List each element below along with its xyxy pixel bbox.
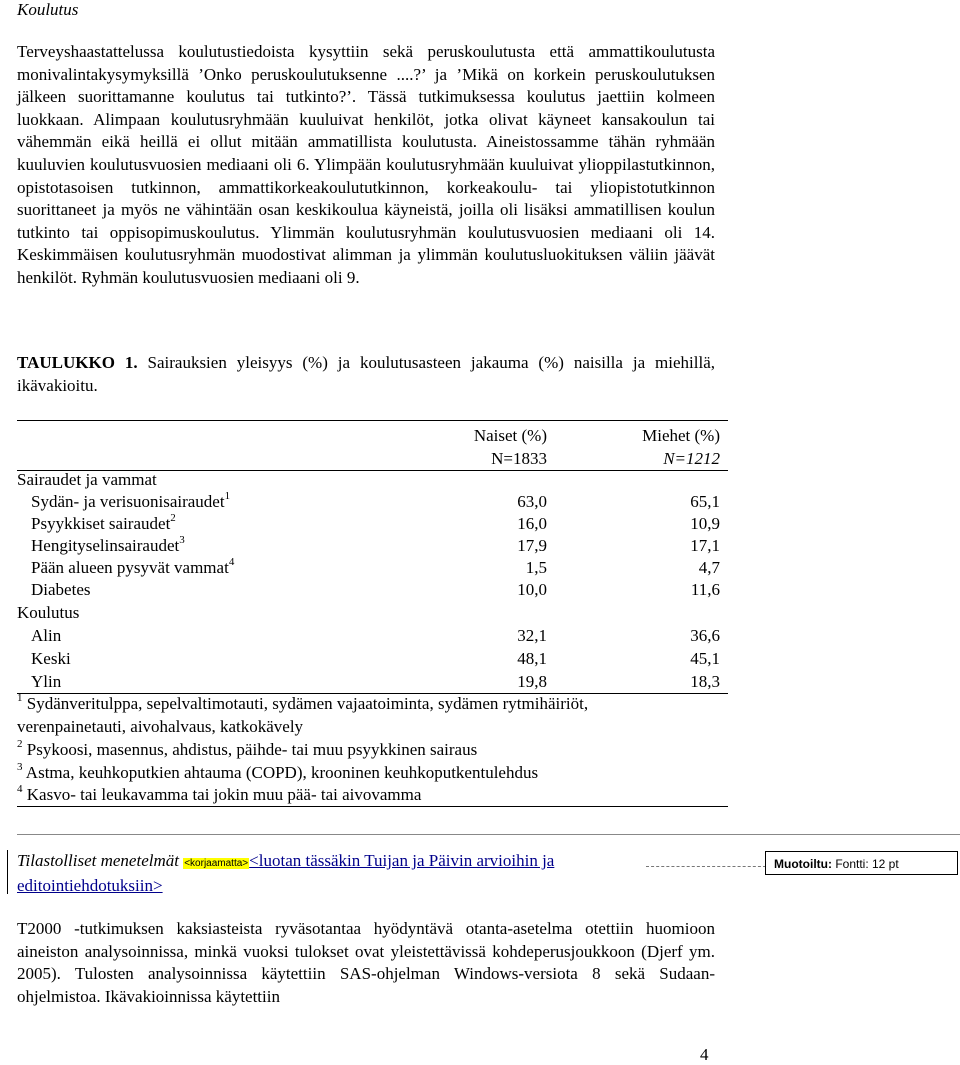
row-label: Psyykkiset sairaudet$^2$ — [31, 512, 176, 533]
miehet-value: 45,1 — [690, 649, 720, 668]
footnote-1: $^1$ Sydänveritulppa, sepelvaltimotauti, sydämen vajaatoiminta, sydämen rytmihäiriöt, — [17, 692, 589, 713]
row-label: Hengityselinsairaudet$^3$ — [31, 534, 185, 555]
change-bar — [7, 850, 8, 894]
naiset-value: 10,0 — [517, 580, 547, 599]
column-header-miehet — [580, 424, 720, 470]
footnote-1-continued: verenpainetauti, aivohalvaus, katkokävely — [17, 717, 304, 736]
section-separator — [17, 834, 960, 835]
naiset-value: 48,1 — [517, 649, 547, 668]
naiset-header-label: Naiset (%) — [473, 426, 547, 445]
miehet-sample-size: N=1212 — [663, 449, 720, 468]
footnote-4: $^4$ Kasvo- tai leukavamma tai jokin muu pää- tai aivovamma — [17, 783, 422, 804]
naiset-value: 1,5 — [525, 558, 547, 577]
data-table — [17, 420, 728, 807]
naiset-value: 32,1 — [517, 626, 547, 645]
group-label: Koulutus — [17, 603, 80, 622]
group-heading-education — [17, 602, 728, 624]
miehet-value: 65,1 — [690, 492, 720, 511]
correction-tag: <korjaamatta> — [184, 858, 249, 869]
naiset-sample-size: N=1833 — [491, 449, 547, 468]
row-label: Ylin — [31, 672, 62, 691]
table-row — [17, 579, 728, 601]
table-row — [17, 557, 728, 579]
miehet-value: 36,6 — [690, 626, 720, 645]
footnote-2: $^2$ Psykoosi, masennus, ahdistus, päihde- tai muu psyykkinen sairaus — [17, 738, 478, 759]
page-number: 4 — [700, 1045, 709, 1064]
table-row — [17, 671, 728, 693]
miehet-header-label: Miehet (%) — [642, 426, 720, 445]
comment-connector — [646, 866, 766, 867]
methods-title: Tilastolliset menetelmät — [17, 851, 179, 870]
row-label: Sydän- ja verisuonisairaudet$^1$ — [31, 490, 231, 511]
section-heading-koulutus: Koulutus — [17, 0, 79, 19]
table-row — [17, 513, 728, 535]
group-heading-diseases — [17, 469, 728, 491]
miehet-value: 11,6 — [690, 580, 720, 599]
column-header-naiset — [407, 424, 547, 470]
table-row — [17, 625, 728, 647]
naiset-value: 16,0 — [517, 514, 547, 533]
naiset-value: 17,9 — [517, 536, 547, 555]
section-heading-methods — [17, 850, 647, 897]
format-comment-balloon[interactable] — [765, 851, 958, 875]
naiset-value: 63,0 — [517, 492, 547, 511]
table-caption-label: TAULUKKO 1. — [17, 353, 138, 372]
table-caption — [17, 352, 715, 397]
body-paragraph-methods: T2000 -tutkimuksen kaksiasteista ryväsotantaa hyödyntävä otanta-asetelma otettiin huomioon aineiston analysoinnissa, minkä vuoksi tulokset ovat yleistettävissä kohdeperusjoukkoon (Djerf ym. 2005). Tulosten analysoinnissa käytettiin SAS-ohjelman Windows-versiota 8 sekä Sudaan-ohjelmistoa. Ikävakioinnissa käytettiin — [17, 919, 715, 1006]
table-caption-text: Sairauksien yleisyys (%) ja koulutusasteen jakauma (%) naisilla ja miehillä, ikävakioitu. — [17, 353, 716, 395]
footnote-3: $^3$ Astma, keuhkoputkien ahtauma (COPD), krooninen keuhkoputkentulehdus — [17, 761, 539, 782]
miehet-value: 18,3 — [690, 672, 720, 691]
table-row — [17, 491, 728, 513]
group-label: Sairaudet ja vammat — [17, 470, 157, 489]
row-label: Pään alueen pysyvät vammat$^4$ — [31, 556, 235, 577]
naiset-value: 19,8 — [517, 672, 547, 691]
comment-label: Muotoiltu: — [774, 857, 832, 871]
row-label: Diabetes — [31, 580, 91, 599]
row-label: Alin — [31, 626, 62, 645]
tracked-insertion[interactable]: <luotan tässäkin Tuijan ja Päivin arvioihin ja editointiehdotuksiin> — [17, 851, 555, 895]
row-label: Keski — [31, 649, 71, 668]
miehet-value: 10,9 — [690, 514, 720, 533]
table-row — [17, 535, 728, 557]
miehet-value: 4,7 — [698, 558, 720, 577]
comment-text: Fontti: 12 pt — [831, 857, 899, 871]
miehet-value: 17,1 — [690, 536, 720, 555]
body-paragraph-education: Terveyshaastattelussa koulutustiedoista kysyttiin sekä peruskoulutusta että ammattikoulutusta monivalintakysymyksillä ’Onko peruskoulutuksenne ....?’ ja ’Mikä on korkein peruskoulutuksen jälkeen suorittamanne koulutus tai tutkinto?’. Tässä tutkimuksessa koulutus jaettiin kolmeen luokkaan. Alimpaan koulutusryhmään kuuluivat henkilöt, jotka olivat käyneet kansakoulun tai vähemmän eikä heillä ei ollut mitään ammatillista koulutusta. Aineistossamme tähän ryhmään kuuluvien koulutusvuosien mediaani oli 6. Ylimpään koulutusryhmään kuuluivat ylioppilastutkinnon, opistotasoisen tutkinnon, ammattikorkeakoulututkinnon, korkeakoulu- tai yliopistotutkinnon suorittaneet ja myös ne vähintään osan keskikoulua käyneistä, joilla oli lisäksi ammatillisen koulun tutkinto tai oppisopimuskoulutus. Ylimmän koulutusryhmän koulutusvuosien mediaani oli 14. Keskimmäisen koulutusryhmän muodostivat alimman ja ylimmän koulutusluokituksen väliin jäävät henkilöt. Ryhmän koulutusvuosien mediaani oli 9. — [17, 42, 715, 287]
table-row — [17, 648, 728, 670]
